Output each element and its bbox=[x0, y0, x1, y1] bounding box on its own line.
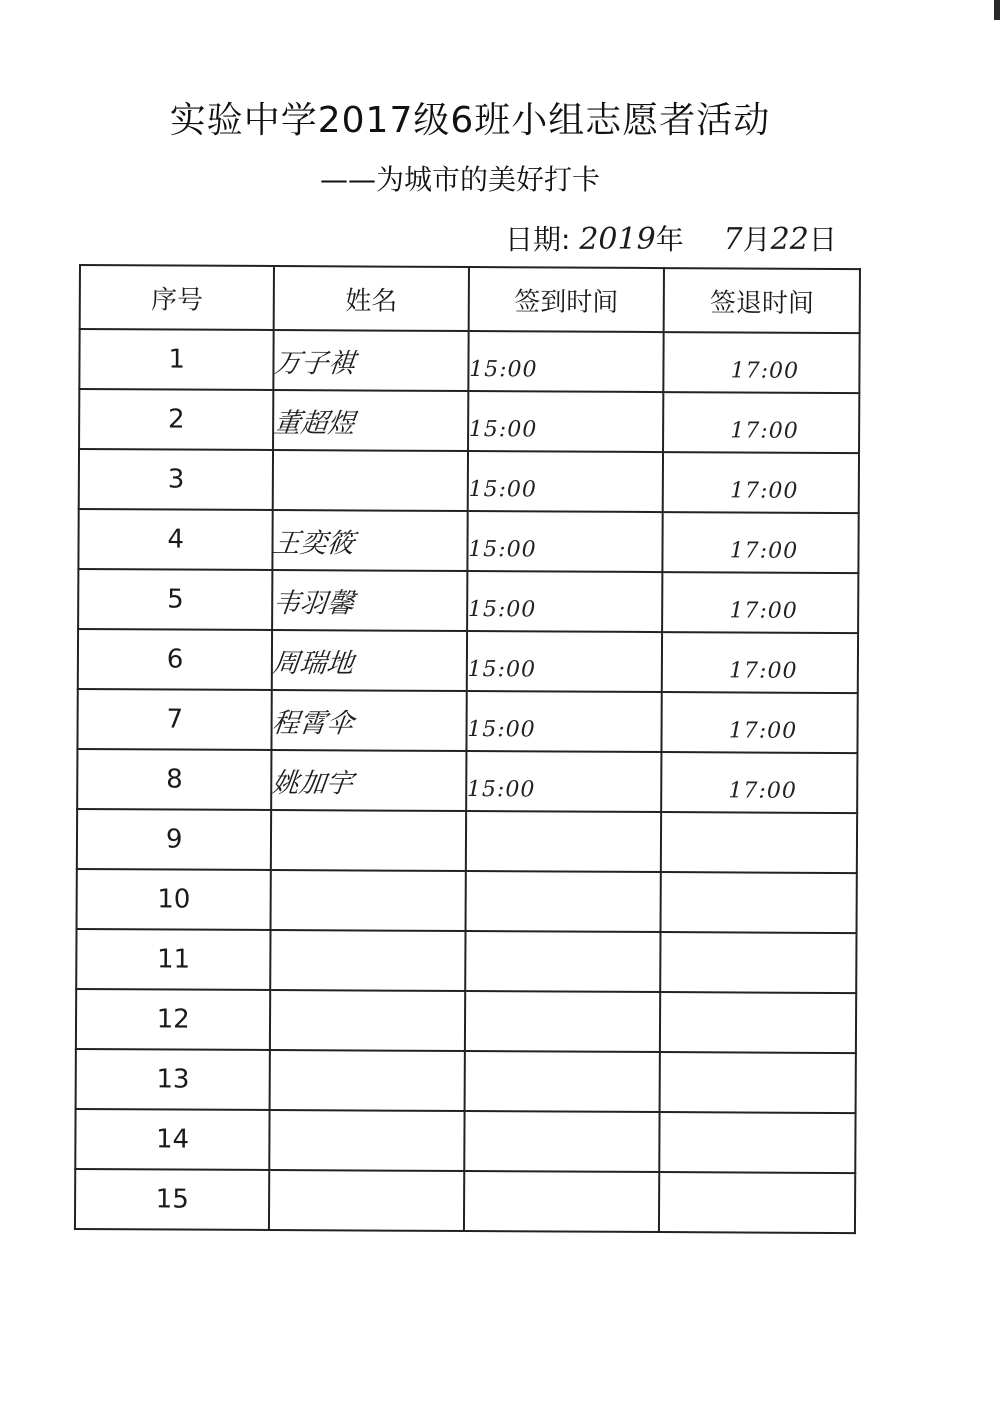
table-header-row bbox=[80, 265, 860, 333]
sign-in-time-cell bbox=[465, 931, 661, 992]
sign-in-time-cell bbox=[467, 571, 663, 632]
sign-out-time-cell bbox=[661, 812, 857, 873]
sign-out-time-cell bbox=[660, 992, 856, 1053]
sign-in-time-cell bbox=[464, 1051, 660, 1112]
sign-out-time-cell bbox=[659, 1112, 855, 1173]
row-index-cell: 4 bbox=[78, 509, 273, 570]
handwritten-sign-in-time: 15:00 bbox=[467, 716, 536, 742]
handwritten-name: 周瑞地 bbox=[271, 647, 356, 679]
table-row bbox=[76, 989, 856, 1053]
name-cell bbox=[271, 930, 466, 991]
sign-in-time-cell bbox=[464, 1111, 660, 1172]
name-cell bbox=[272, 630, 467, 691]
date-year-handwritten: 2019 bbox=[579, 222, 656, 257]
row-index-cell: 14 bbox=[75, 1109, 270, 1170]
table-row bbox=[78, 569, 858, 633]
sign-in-time-cell bbox=[468, 391, 664, 452]
document-title: 实验中学2017级6班小组志愿者活动 bbox=[169, 100, 771, 141]
sign-in-time-cell bbox=[464, 1171, 660, 1232]
sign-out-time-cell bbox=[663, 452, 859, 513]
row-index-cell: 10 bbox=[77, 869, 272, 930]
row-index-cell: 3 bbox=[79, 449, 274, 510]
header-name: 姓名 bbox=[274, 266, 469, 331]
document-subtitle: ——为城市的美好打卡 bbox=[320, 163, 601, 196]
sign-in-time-cell bbox=[467, 451, 663, 512]
sign-out-time-cell bbox=[663, 392, 859, 453]
sign-out-time-cell bbox=[661, 872, 857, 933]
table-row bbox=[75, 1169, 855, 1233]
sign-in-time-cell bbox=[467, 511, 663, 572]
header-index: 序号 bbox=[80, 265, 275, 330]
row-index-cell: 6 bbox=[78, 629, 273, 690]
handwritten-sign-out-time: 17:00 bbox=[729, 537, 799, 564]
handwritten-sign-out-time: 17:00 bbox=[728, 717, 798, 744]
handwritten-sign-in-time: 15:00 bbox=[468, 536, 537, 562]
table-row bbox=[79, 389, 859, 453]
row-index-cell: 1 bbox=[79, 329, 274, 390]
date-day-handwritten: 22 bbox=[770, 222, 809, 257]
sign-out-time-cell bbox=[661, 752, 857, 813]
date-day-unit: 日 bbox=[808, 223, 837, 256]
date-month-handwritten: 7 bbox=[723, 222, 743, 257]
sign-out-time-cell bbox=[660, 932, 856, 993]
row-index-cell: 15 bbox=[75, 1169, 270, 1230]
row-index-cell: 9 bbox=[77, 809, 272, 870]
date-line bbox=[505, 218, 837, 258]
header-sign-in-time: 签到时间 bbox=[468, 267, 664, 332]
name-cell bbox=[274, 330, 469, 391]
sign-in-time-cell bbox=[466, 691, 662, 752]
handwritten-sign-out-time: 17:00 bbox=[728, 777, 797, 804]
row-index-cell: 12 bbox=[76, 989, 271, 1050]
name-cell bbox=[270, 1110, 465, 1171]
sign-out-time-cell bbox=[659, 1172, 855, 1233]
handwritten-sign-out-time: 17:00 bbox=[729, 477, 799, 504]
sign-in-time-cell bbox=[468, 331, 664, 392]
handwritten-sign-in-time: 15:00 bbox=[466, 776, 536, 802]
sign-out-time-cell bbox=[660, 1052, 856, 1113]
scan-edge-mark bbox=[994, 0, 1000, 20]
name-cell bbox=[270, 1050, 465, 1111]
row-index-cell: 5 bbox=[78, 569, 273, 630]
handwritten-sign-out-time: 17:00 bbox=[730, 417, 799, 444]
name-cell bbox=[273, 510, 468, 571]
table-row bbox=[77, 869, 857, 933]
sign-in-time-cell bbox=[465, 991, 661, 1052]
handwritten-sign-out-time: 17:00 bbox=[729, 597, 798, 624]
sign-out-time-cell bbox=[663, 512, 859, 573]
table-row bbox=[76, 1049, 856, 1113]
name-cell bbox=[271, 810, 466, 871]
table-row bbox=[79, 329, 859, 393]
handwritten-sign-in-time: 15:00 bbox=[467, 596, 537, 622]
header-sign-out-time: 签退时间 bbox=[664, 268, 860, 333]
table-row bbox=[77, 689, 857, 753]
sign-in-time-cell bbox=[465, 871, 661, 932]
table-row bbox=[75, 1109, 855, 1173]
date-label: 日期: bbox=[505, 223, 571, 256]
sign-out-time-cell bbox=[662, 632, 858, 693]
handwritten-name: 万子褀 bbox=[272, 347, 358, 379]
table-row bbox=[79, 449, 859, 513]
row-index-cell: 7 bbox=[77, 689, 272, 750]
date-month-unit: 月 bbox=[742, 223, 771, 256]
sign-in-table bbox=[74, 264, 861, 1234]
date-year-unit: 年 bbox=[655, 223, 684, 256]
name-cell bbox=[272, 690, 467, 751]
table-row bbox=[77, 749, 857, 813]
row-index-cell: 13 bbox=[76, 1049, 271, 1110]
handwritten-name: 韦羽馨 bbox=[271, 587, 356, 619]
handwritten-name: 董超煜 bbox=[272, 407, 357, 439]
sign-in-time-cell bbox=[466, 631, 662, 692]
sign-in-time-cell bbox=[466, 811, 662, 872]
handwritten-sign-in-time: 15:00 bbox=[468, 476, 538, 502]
handwritten-name: 程霄伞 bbox=[270, 707, 356, 739]
handwritten-sign-out-time: 17:00 bbox=[729, 657, 798, 684]
sign-out-time-cell bbox=[662, 692, 858, 753]
name-cell bbox=[273, 390, 468, 451]
handwritten-name: 姚加宇 bbox=[270, 767, 356, 799]
handwritten-sign-in-time: 15:00 bbox=[468, 416, 538, 442]
name-cell bbox=[272, 570, 467, 631]
sign-out-time-cell bbox=[664, 332, 860, 393]
table-row bbox=[78, 509, 858, 573]
handwritten-sign-in-time: 15:00 bbox=[467, 656, 537, 682]
sign-in-time-cell bbox=[466, 751, 662, 812]
row-index-cell: 2 bbox=[79, 389, 274, 450]
row-index-cell: 11 bbox=[76, 929, 271, 990]
row-index-cell: 8 bbox=[77, 749, 272, 810]
table-row bbox=[77, 809, 857, 873]
handwritten-name: 王奕筱 bbox=[271, 527, 357, 559]
name-cell bbox=[273, 450, 468, 511]
name-cell bbox=[272, 750, 467, 811]
name-cell bbox=[269, 1170, 464, 1231]
name-cell bbox=[271, 870, 466, 931]
table-row bbox=[78, 629, 858, 693]
table-row bbox=[76, 929, 856, 993]
sign-out-time-cell bbox=[662, 572, 858, 633]
handwritten-sign-in-time: 15:00 bbox=[469, 356, 538, 382]
name-cell bbox=[270, 990, 465, 1051]
handwritten-sign-out-time: 17:00 bbox=[730, 357, 800, 384]
